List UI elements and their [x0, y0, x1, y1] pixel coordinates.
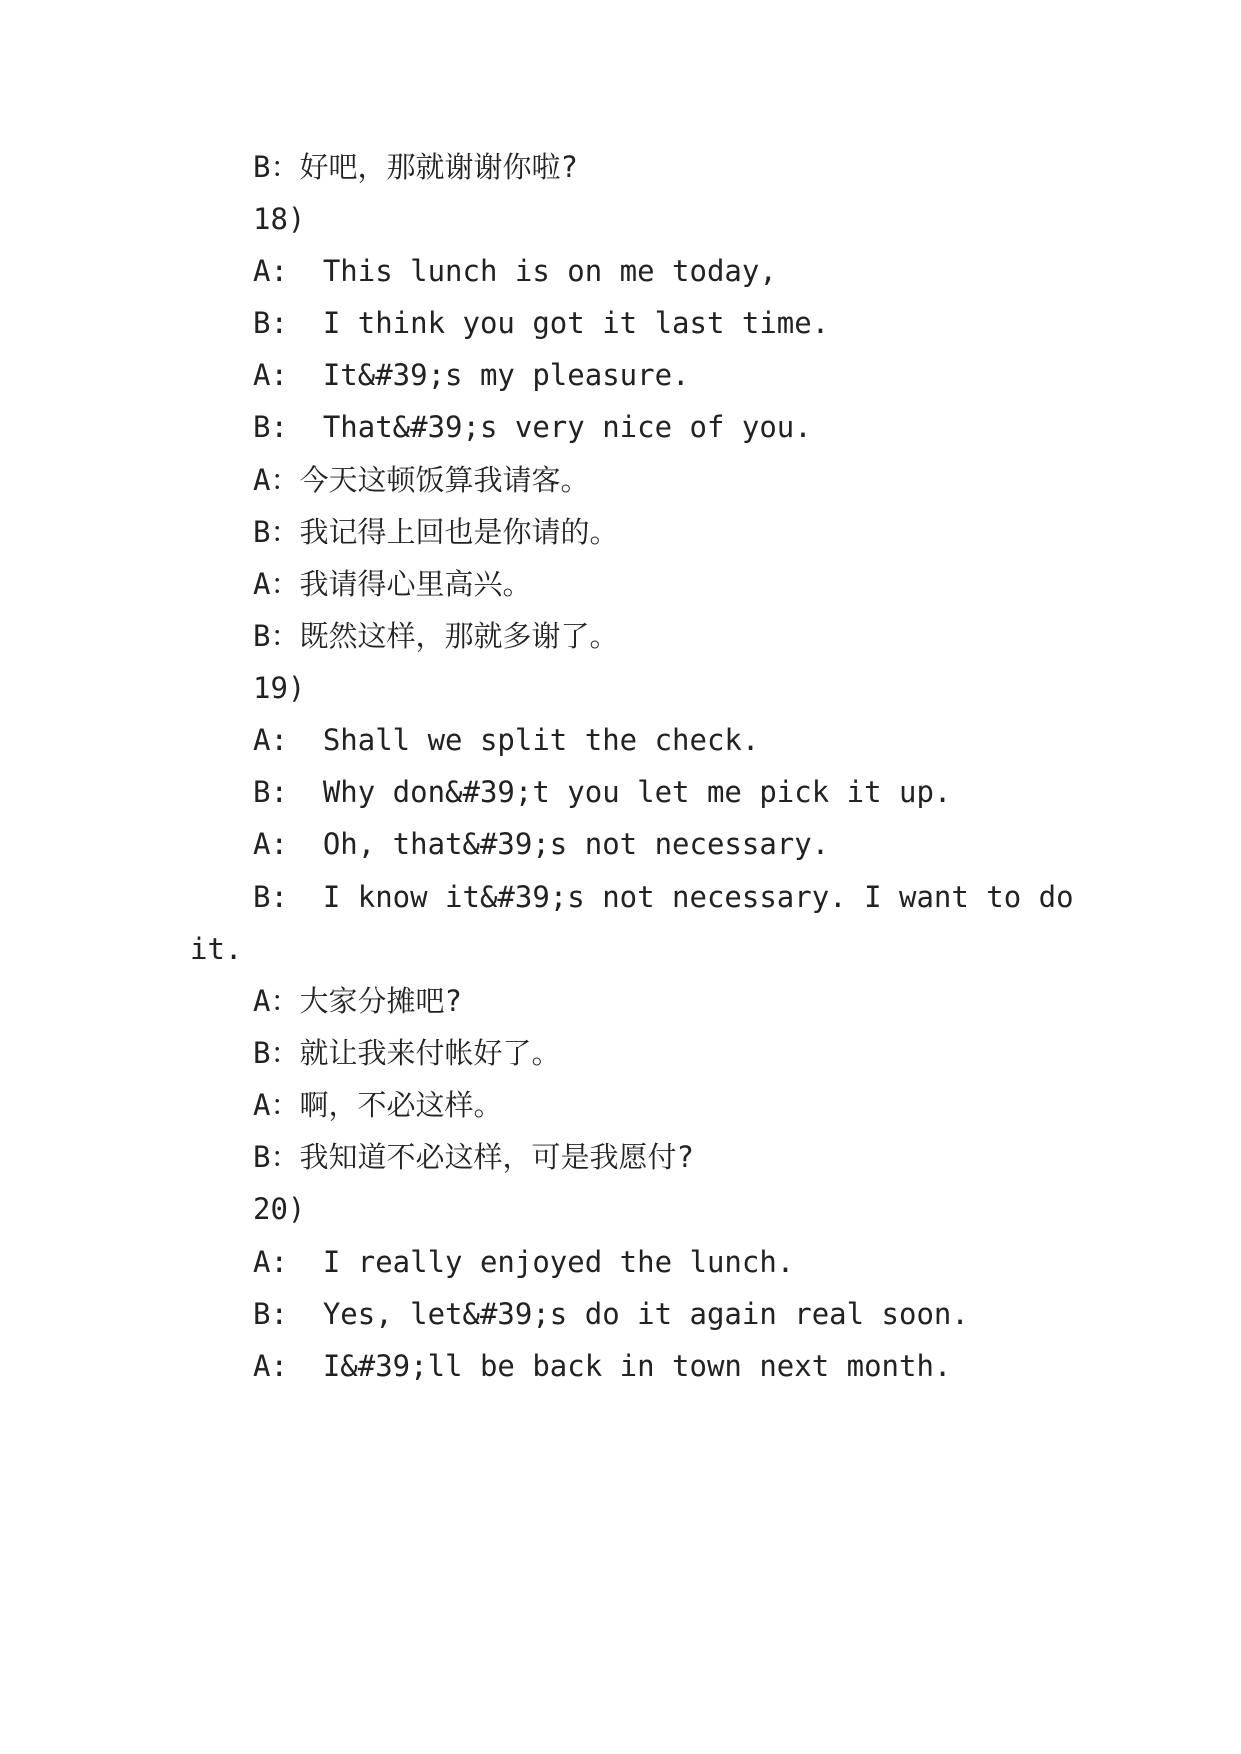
text-line: A: It&#39;s my pleasure. — [253, 358, 690, 392]
section-number: 19) — [253, 671, 306, 705]
text-line: B：我知道不必这样，可是我愿付? — [253, 1140, 694, 1174]
text-line: B: I think you got it last time. — [253, 306, 830, 340]
text-line: B：既然这样，那就多谢了。 — [253, 619, 619, 653]
text-line-continuation: it. — [190, 932, 243, 966]
text-line: B：好吧，那就谢谢你啦? — [253, 150, 578, 184]
section-number: 18) — [253, 202, 306, 236]
text-line: A: Oh, that&#39;s not necessary. — [253, 827, 830, 861]
text-line: B: Yes, let&#39;s do it again real soon. — [253, 1297, 969, 1331]
text-line: A：我请得心里高兴。 — [253, 567, 532, 601]
text-line: A：啊，不必这样。 — [253, 1088, 503, 1122]
text-line: A：今天这顿饭算我请客。 — [253, 463, 590, 497]
text-line: A: Shall we split the check. — [253, 723, 760, 757]
section-number: 20) — [253, 1192, 306, 1226]
text-line: B: I know it&#39;s not necessary. I want to do — [253, 880, 1074, 914]
text-line: B：就让我来付帐好了。 — [253, 1036, 561, 1070]
text-line: A: I&#39;ll be back in town next month. — [253, 1349, 952, 1383]
text-line: B：我记得上回也是你请的。 — [253, 515, 619, 549]
text-line: B: Why don&#39;t you let me pick it up. — [253, 775, 952, 809]
text-line: A: This lunch is on me today, — [253, 254, 777, 288]
text-line: A：大家分摊吧? — [253, 984, 462, 1018]
text-line: B: That&#39;s very nice of you. — [253, 410, 812, 444]
text-line: A: I really enjoyed the lunch. — [253, 1245, 795, 1279]
